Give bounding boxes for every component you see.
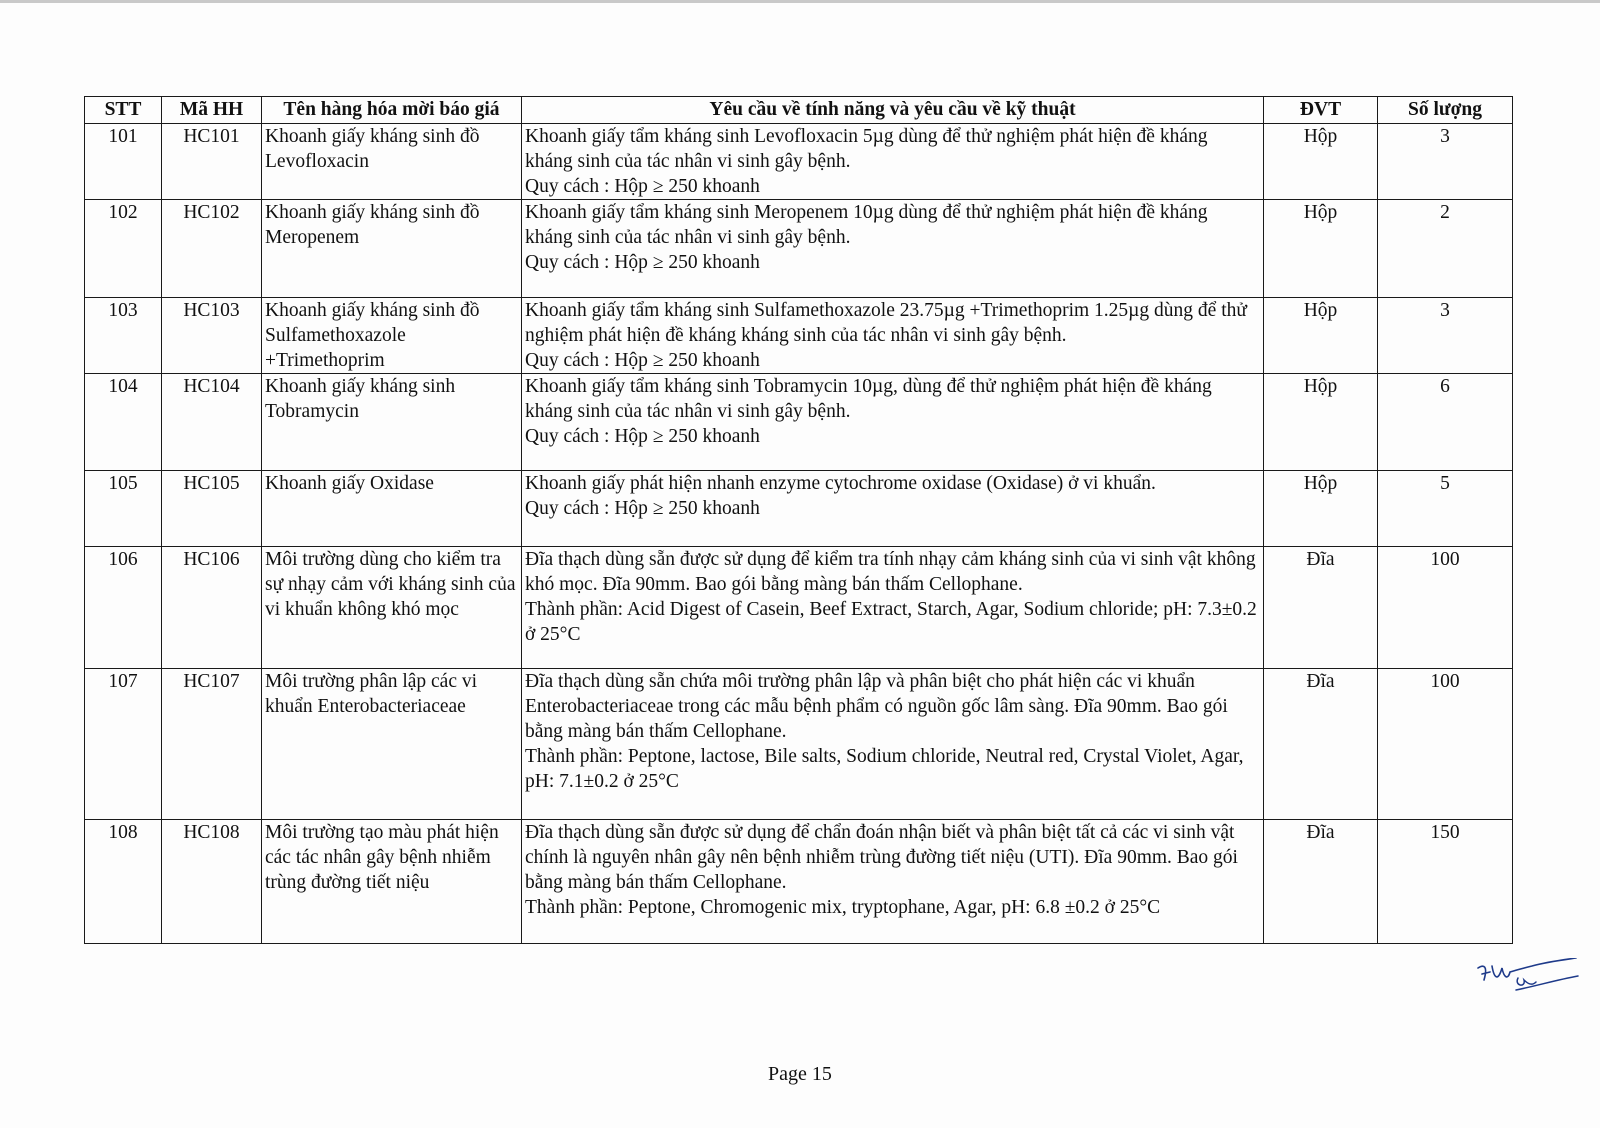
cell-code: HC101 [162,124,262,200]
requirement-line: Thành phần: Peptone, Chromogenic mix, tryptophane, Agar, pH: 6.8 ±0.2 ở 25°C [525,897,1161,918]
cell-requirements [522,298,1264,374]
cell-stt: 105 [85,471,162,547]
cell-name: Khoanh giấy Oxidase [262,471,522,547]
header-name: Tên hàng hóa mời báo giá [262,97,522,124]
cell-name: Môi trường dùng cho kiểm tra sự nhạy cảm với kháng sinh của vi khuẩn không khó mọc [262,547,522,669]
cell-quantity: 5 [1378,471,1513,547]
cell-unit: Hộp [1264,200,1378,298]
cell-name: Khoanh giấy kháng sinh đồ Sulfamethoxazole +Trimethoprim [262,298,522,374]
cell-quantity: 3 [1378,298,1513,374]
cell-name: Môi trường tạo màu phát hiện các tác nhân gây bệnh nhiễm trùng đường tiết niệu [262,820,522,944]
cell-stt: 103 [85,298,162,374]
cell-unit: Hộp [1264,298,1378,374]
page-number: Page 15 [768,1063,832,1085]
header-stt: STT [85,97,162,124]
requirement-line: Khoanh giấy tẩm kháng sinh Tobramycin 10µg, dùng để thử nghiệm phát hiện đề kháng kháng sinh của tác nhân vi sinh gây bệnh. [525,376,1212,422]
cell-code: HC107 [162,669,262,820]
table-row [85,374,1513,471]
cell-quantity: 6 [1378,374,1513,471]
cell-code: HC102 [162,200,262,298]
requirement-line: Quy cách : Hộp ≥ 250 khoanh [525,350,760,371]
cell-code: HC103 [162,298,262,374]
cell-requirements [522,124,1264,200]
cell-code: HC105 [162,471,262,547]
table-row [85,820,1513,944]
cell-unit: Đĩa [1264,820,1378,944]
requirement-line: Khoanh giấy tẩm kháng sinh Levofloxacin 5µg dùng để thử nghiệm phát hiện đề kháng kháng sinh của tác nhân vi sinh gây bệnh. [525,126,1208,172]
cell-requirements [522,471,1264,547]
table-row [85,547,1513,669]
requirement-line: Đĩa thạch dùng sẵn được sử dụng để chẩn đoán nhận biết và phân biệt tất cả các vi sinh vật chính là nguyên nhân gây nên bệnh nhiễm trùng đường tiết niệu (UTI). Đĩa 90mm. Bao gói bằng màng bán thấm Cellophane. [525,822,1238,893]
cell-name: Khoanh giấy kháng sinh Tobramycin [262,374,522,471]
header-quantity: Số lượng [1378,97,1513,124]
cell-unit: Hộp [1264,124,1378,200]
cell-code: HC106 [162,547,262,669]
cell-stt: 108 [85,820,162,944]
table-row [85,298,1513,374]
cell-name: Môi trường phân lập các vi khuẩn Enterobacteriaceae [262,669,522,820]
table-row [85,124,1513,200]
requirement-line: Thành phần: Acid Digest of Casein, Beef Extract, Starch, Agar, Sodium chloride; pH: 7.3±0.2 ở 25°C [525,599,1257,645]
cell-stt: 104 [85,374,162,471]
header-unit: ĐVT [1264,97,1378,124]
cell-stt: 107 [85,669,162,820]
requirement-line: Quy cách : Hộp ≥ 250 khoanh [525,426,760,447]
cell-stt: 106 [85,547,162,669]
cell-unit: Hộp [1264,374,1378,471]
cell-name: Khoanh giấy kháng sinh đồ Meropenem [262,200,522,298]
table-header-row [85,97,1513,124]
cell-name: Khoanh giấy kháng sinh đồ Levofloxacin [262,124,522,200]
cell-requirements [522,669,1264,820]
cell-requirements [522,547,1264,669]
cell-requirements [522,374,1264,471]
table-row [85,200,1513,298]
table-row [85,669,1513,820]
cell-unit: Đĩa [1264,669,1378,820]
cell-requirements [522,200,1264,298]
requirement-line: Khoanh giấy tẩm kháng sinh Sulfamethoxazole 23.75µg +Trimethoprim 1.25µg dùng để thử nghiệm phát hiện đề kháng kháng sinh của tác nhân vi sinh gây bệnh. [525,300,1247,346]
quotation-table [84,96,1513,944]
requirement-line: Khoanh giấy tẩm kháng sinh Meropenem 10µg dùng để thử nghiệm phát hiện đề kháng kháng sinh của tác nhân vi sinh gây bệnh. [525,202,1208,248]
cell-code: HC108 [162,820,262,944]
table-row [85,471,1513,547]
requirement-line: Khoanh giấy phát hiện nhanh enzyme cytochrome oxidase (Oxidase) ở vi khuẩn. [525,473,1156,494]
cell-stt: 102 [85,200,162,298]
cell-unit: Hộp [1264,471,1378,547]
header-code: Mã HH [162,97,262,124]
cell-quantity: 100 [1378,547,1513,669]
scan-top-edge [0,0,1600,3]
requirement-line: Quy cách : Hộp ≥ 250 khoanh [525,498,760,519]
cell-quantity: 2 [1378,200,1513,298]
cell-code: HC104 [162,374,262,471]
requirement-line: Quy cách : Hộp ≥ 250 khoanh [525,252,760,273]
cell-unit: Đĩa [1264,547,1378,669]
header-requirements: Yêu cầu về tính năng và yêu cầu về kỹ thuật [522,97,1264,124]
requirement-line: Đĩa thạch dùng sẵn được sử dụng để kiểm tra tính nhạy cảm kháng sinh của vi sinh vật không khó mọc. Đĩa 90mm. Bao gói bằng màng bán thấm Cellophane. [525,549,1256,595]
cell-quantity: 150 [1378,820,1513,944]
requirement-line: Đĩa thạch dùng sẵn chứa môi trường phân lập và phân biệt cho phát hiện các vi khuẩn Enterobacteriaceae trong các mẫu bệnh phẩm có nguồn gốc lâm sàng. Đĩa 90mm. Bao gói bằng màng bán thấm Cellophane. [525,671,1228,742]
requirement-line: Quy cách : Hộp ≥ 250 khoanh [525,176,760,197]
cell-quantity: 100 [1378,669,1513,820]
cell-quantity: 3 [1378,124,1513,200]
cell-stt: 101 [85,124,162,200]
signature-mark [1476,958,1580,1004]
cell-requirements [522,820,1264,944]
requirement-line: Thành phần: Peptone, lactose, Bile salts, Sodium chloride, Neutral red, Crystal Violet, Agar, pH: 7.1±0.2 ở 25°C [525,746,1244,792]
